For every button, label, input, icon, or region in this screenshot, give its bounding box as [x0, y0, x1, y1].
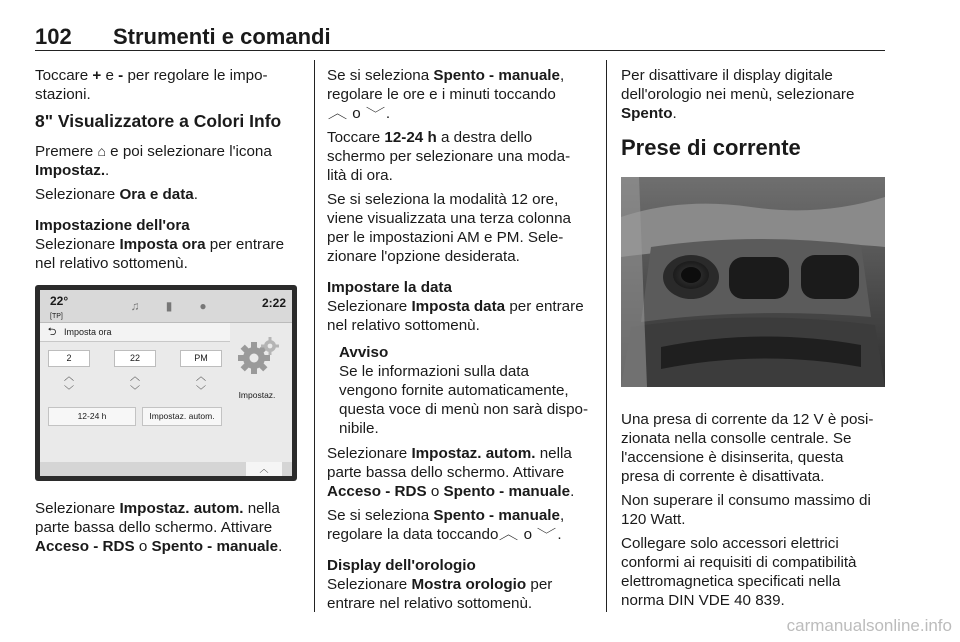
status-bar [40, 290, 292, 323]
chevron-up-icon: ︿ [499, 527, 519, 542]
paragraph-auto-time: Selezionare Impostaz. autom. nella parte bassa dello schermo. Attivare Acceso - RDS o Spento - manuale. [35, 500, 283, 555]
chevron-down-icon[interactable]: ﹀ [130, 386, 140, 397]
screen-title-bar [40, 323, 230, 342]
watermark: carmanualsonline.info [786, 616, 952, 635]
hour-field[interactable]: 2 [48, 350, 90, 367]
paragraph-set-time: Selezionare Imposta ora per entrare nel relativo sottomenù. [35, 236, 285, 272]
chevron-up-icon[interactable]: ︿ [196, 372, 206, 383]
paragraph-outlet-location: Una presa di corrente da 12 V è posi- zionata nella consolle centrale. Se l'accensione è disinserita, questa presa di corrente è disattivata. [621, 411, 874, 485]
settings-label: Impostaz. [238, 390, 276, 400]
paragraph-press-home: Premere ⌂ e poi selezionare l'icona Impostaz.. [35, 143, 272, 179]
paragraph-disable-clock: Per disattivare il display digitale dell'orologio nei menù, selezionare Spento. [621, 67, 855, 122]
note-title: Avviso [339, 344, 389, 361]
section-heading-display: 8" Visualizzatore a Colori Info [35, 111, 282, 131]
section-heading-power-outlets: Prese di corrente [621, 135, 801, 160]
chevron-down-icon: ﹀ [365, 106, 386, 121]
button-auto-settings[interactable]: Impostaz. autom. [142, 407, 222, 426]
page-header [35, 24, 331, 50]
chevron-down-icon[interactable]: ﹀ [64, 386, 74, 397]
paragraph-manual-date: Se si seleziona Spento - manuale, regolare la data toccando︿ o ﹀. [327, 507, 565, 543]
chevron-down-icon: ﹀ [537, 527, 557, 542]
home-icon: ⌂ [97, 143, 106, 159]
subheading-clock-display: Display dell'orologio [327, 557, 476, 574]
note-text: Se le informazioni sulla data vengono fornite automaticamente, questa voce di menù non sarà dispo- nibile. [339, 363, 589, 437]
chevron-up-icon[interactable]: ︿ [64, 372, 74, 383]
music-icon: ♫ [130, 299, 140, 313]
chevron-up-icon: ︿ [327, 106, 348, 121]
paragraph-12h-mode: Se si seleziona la modalità 12 ore, viene visualizzata una terza colonna per le impostazioni AM e PM. Sele- zionare l'opzione desiderata. [327, 191, 571, 265]
screen-bottom-bar [40, 462, 292, 476]
chevron-up-icon[interactable]: ︿ [246, 462, 282, 476]
info-icon: ● [199, 299, 207, 313]
subheading-time: Impostazione dell'ora [35, 217, 190, 234]
column-divider-1 [314, 60, 315, 612]
paragraph-max-consumption: Non superare il consumo massimo di 120 Watt. [621, 492, 871, 528]
column-3 [621, 66, 889, 615]
paragraph-select-date: Selezionare Ora e data. [35, 186, 198, 203]
paragraph-accessories: Collegare solo accessori elettrici conformi ai requisiti di compatibilità elettromagnetica specificati nella norma DIN VDE 40 839. [621, 535, 857, 609]
paragraph-auto-date: Selezionare Impostaz. autom. nella parte bassa dello schermo. Attivare Acceso - RDS o Spento - manuale. [327, 445, 575, 500]
temperature: 22° [50, 294, 69, 308]
paragraph-12-24: Toccare 12-24 h a destra dello schermo per selezionare una moda- lità di ora. [327, 129, 571, 184]
back-arrow-icon[interactable]: ⮌ [47, 326, 57, 338]
ampm-field[interactable]: PM [180, 350, 222, 367]
gear-icon[interactable] [234, 334, 282, 382]
screen-illustration [35, 285, 297, 481]
page-number: 102 [35, 24, 72, 49]
header-rule [35, 50, 885, 51]
column-2 [327, 66, 595, 618]
subheading-date: Impostare la data [327, 279, 452, 296]
paragraph-manual-time: Se si seleziona Spento - manuale, regolare le ore e i minuti toccando ︿ o ﹀. [327, 67, 565, 122]
chapter-title: Strumenti e comandi [113, 24, 331, 49]
chevron-up-icon[interactable]: ︿ [130, 372, 140, 383]
button-12-24h[interactable]: 12-24 h [48, 407, 136, 426]
minute-field[interactable]: 22 [114, 350, 156, 367]
paragraph-set-date: Selezionare Imposta data per entrare nel relativo sottomenù. [327, 298, 584, 334]
tp-indicator: [TP] [50, 313, 63, 320]
column-divider-2 [606, 60, 607, 612]
phone-icon: ▮ [165, 299, 173, 313]
intro-paragraph: Toccare + e - per regolare le impo- stazioni. [35, 67, 268, 103]
paragraph-show-clock: Selezionare Mostra orologio per entrare nel relativo sottomenù. [327, 576, 553, 612]
screen-title: Imposta ora [64, 327, 112, 337]
column-1 [35, 66, 303, 561]
clock: 2:22 [261, 296, 286, 310]
power-outlet-photo [621, 177, 885, 387]
chevron-down-icon[interactable]: ﹀ [196, 386, 206, 397]
note-box [339, 343, 595, 438]
